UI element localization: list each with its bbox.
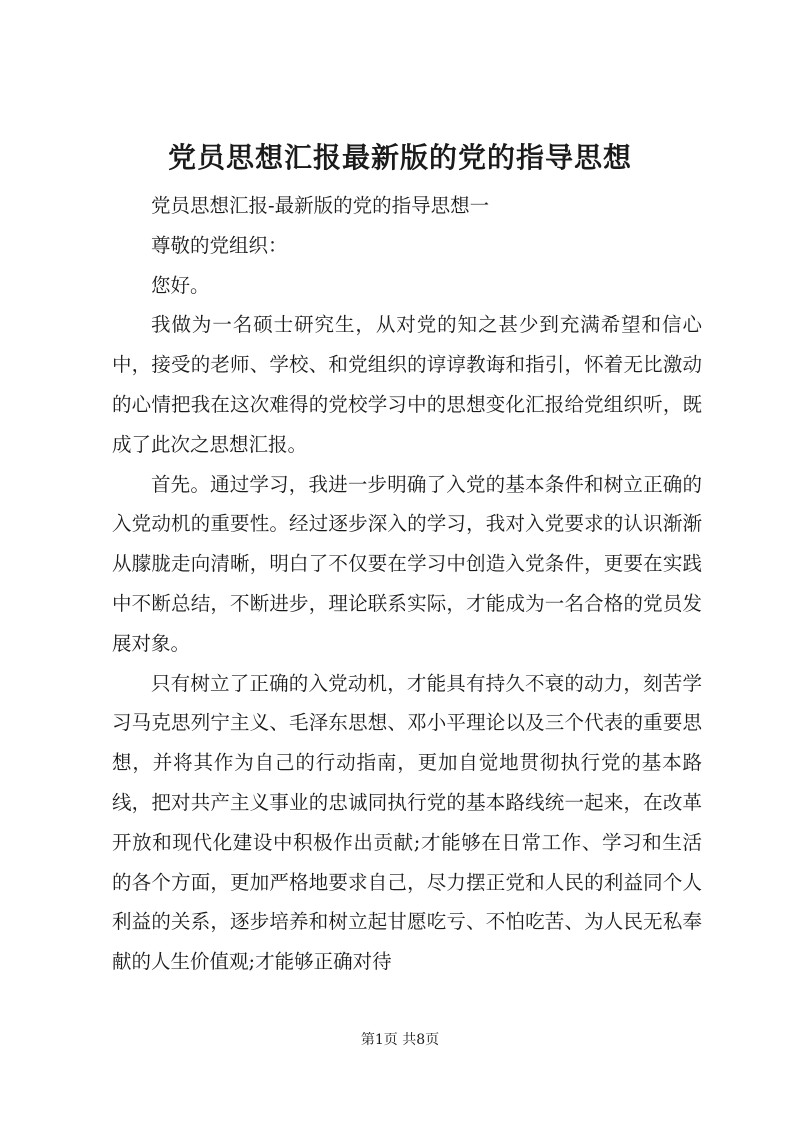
page-footer: 第1页 共8页 [360, 1032, 440, 1048]
paragraph-subtitle: 党员思想汇报-最新版的党的指导思想一 [151, 194, 490, 217]
paragraph-first: 首先。通过学习，我进一步明确了入党的基本条件和树立正确的入党动机的重要性。经过逐步深入的学习，我对入党要求的认识渐渐从朦胧走向清晰，明白了不仅要在学习中创造入党条件，更要在实践中不断总结，不断进步，理论联系实际，才能成为一名合格的党员发展对象。 [112, 472, 702, 655]
paragraph-salutation: 尊敬的党组织： [151, 233, 288, 257]
paragraph-intro: 我做为一名硕士研究生，从对党的知之甚少到充满希望和信心中，接受的老师、学校、和党组织的谆谆教诲和指引，怀着无比激动的心情把我在这次难得的党校学习中的思想变化汇报给党组织听，既成了此次之思想汇报。 [112, 313, 702, 456]
paragraph-greeting: 您好。 [151, 273, 210, 297]
document-body [112, 186, 702, 982]
paragraph-motivation: 只有树立了正确的入党动机，才能具有持久不衰的动力，刻苦学习马克思列宁主义、毛泽东思想、邓小平理论以及三个代表的重要思想，并将其作为自己的行动指南，更加自觉地贯彻执行党的基本路线，把对共产主义事业的忠诚同执行党的基本路线统一起来，在改革开放和现代化建设中积极作出贡献;才能够在日常工作、学习和生活的各个方面，更加严格地要求自己，尽力摆正党和人民的利益同个人利益的关系，逐步培养和树立起甘愿吃亏、不怕吃苦、为人民无私奉献的人生价值观;才能够正确对待 [112, 671, 702, 974]
document-title: 党员思想汇报最新版的党的指导思想 [167, 141, 632, 174]
